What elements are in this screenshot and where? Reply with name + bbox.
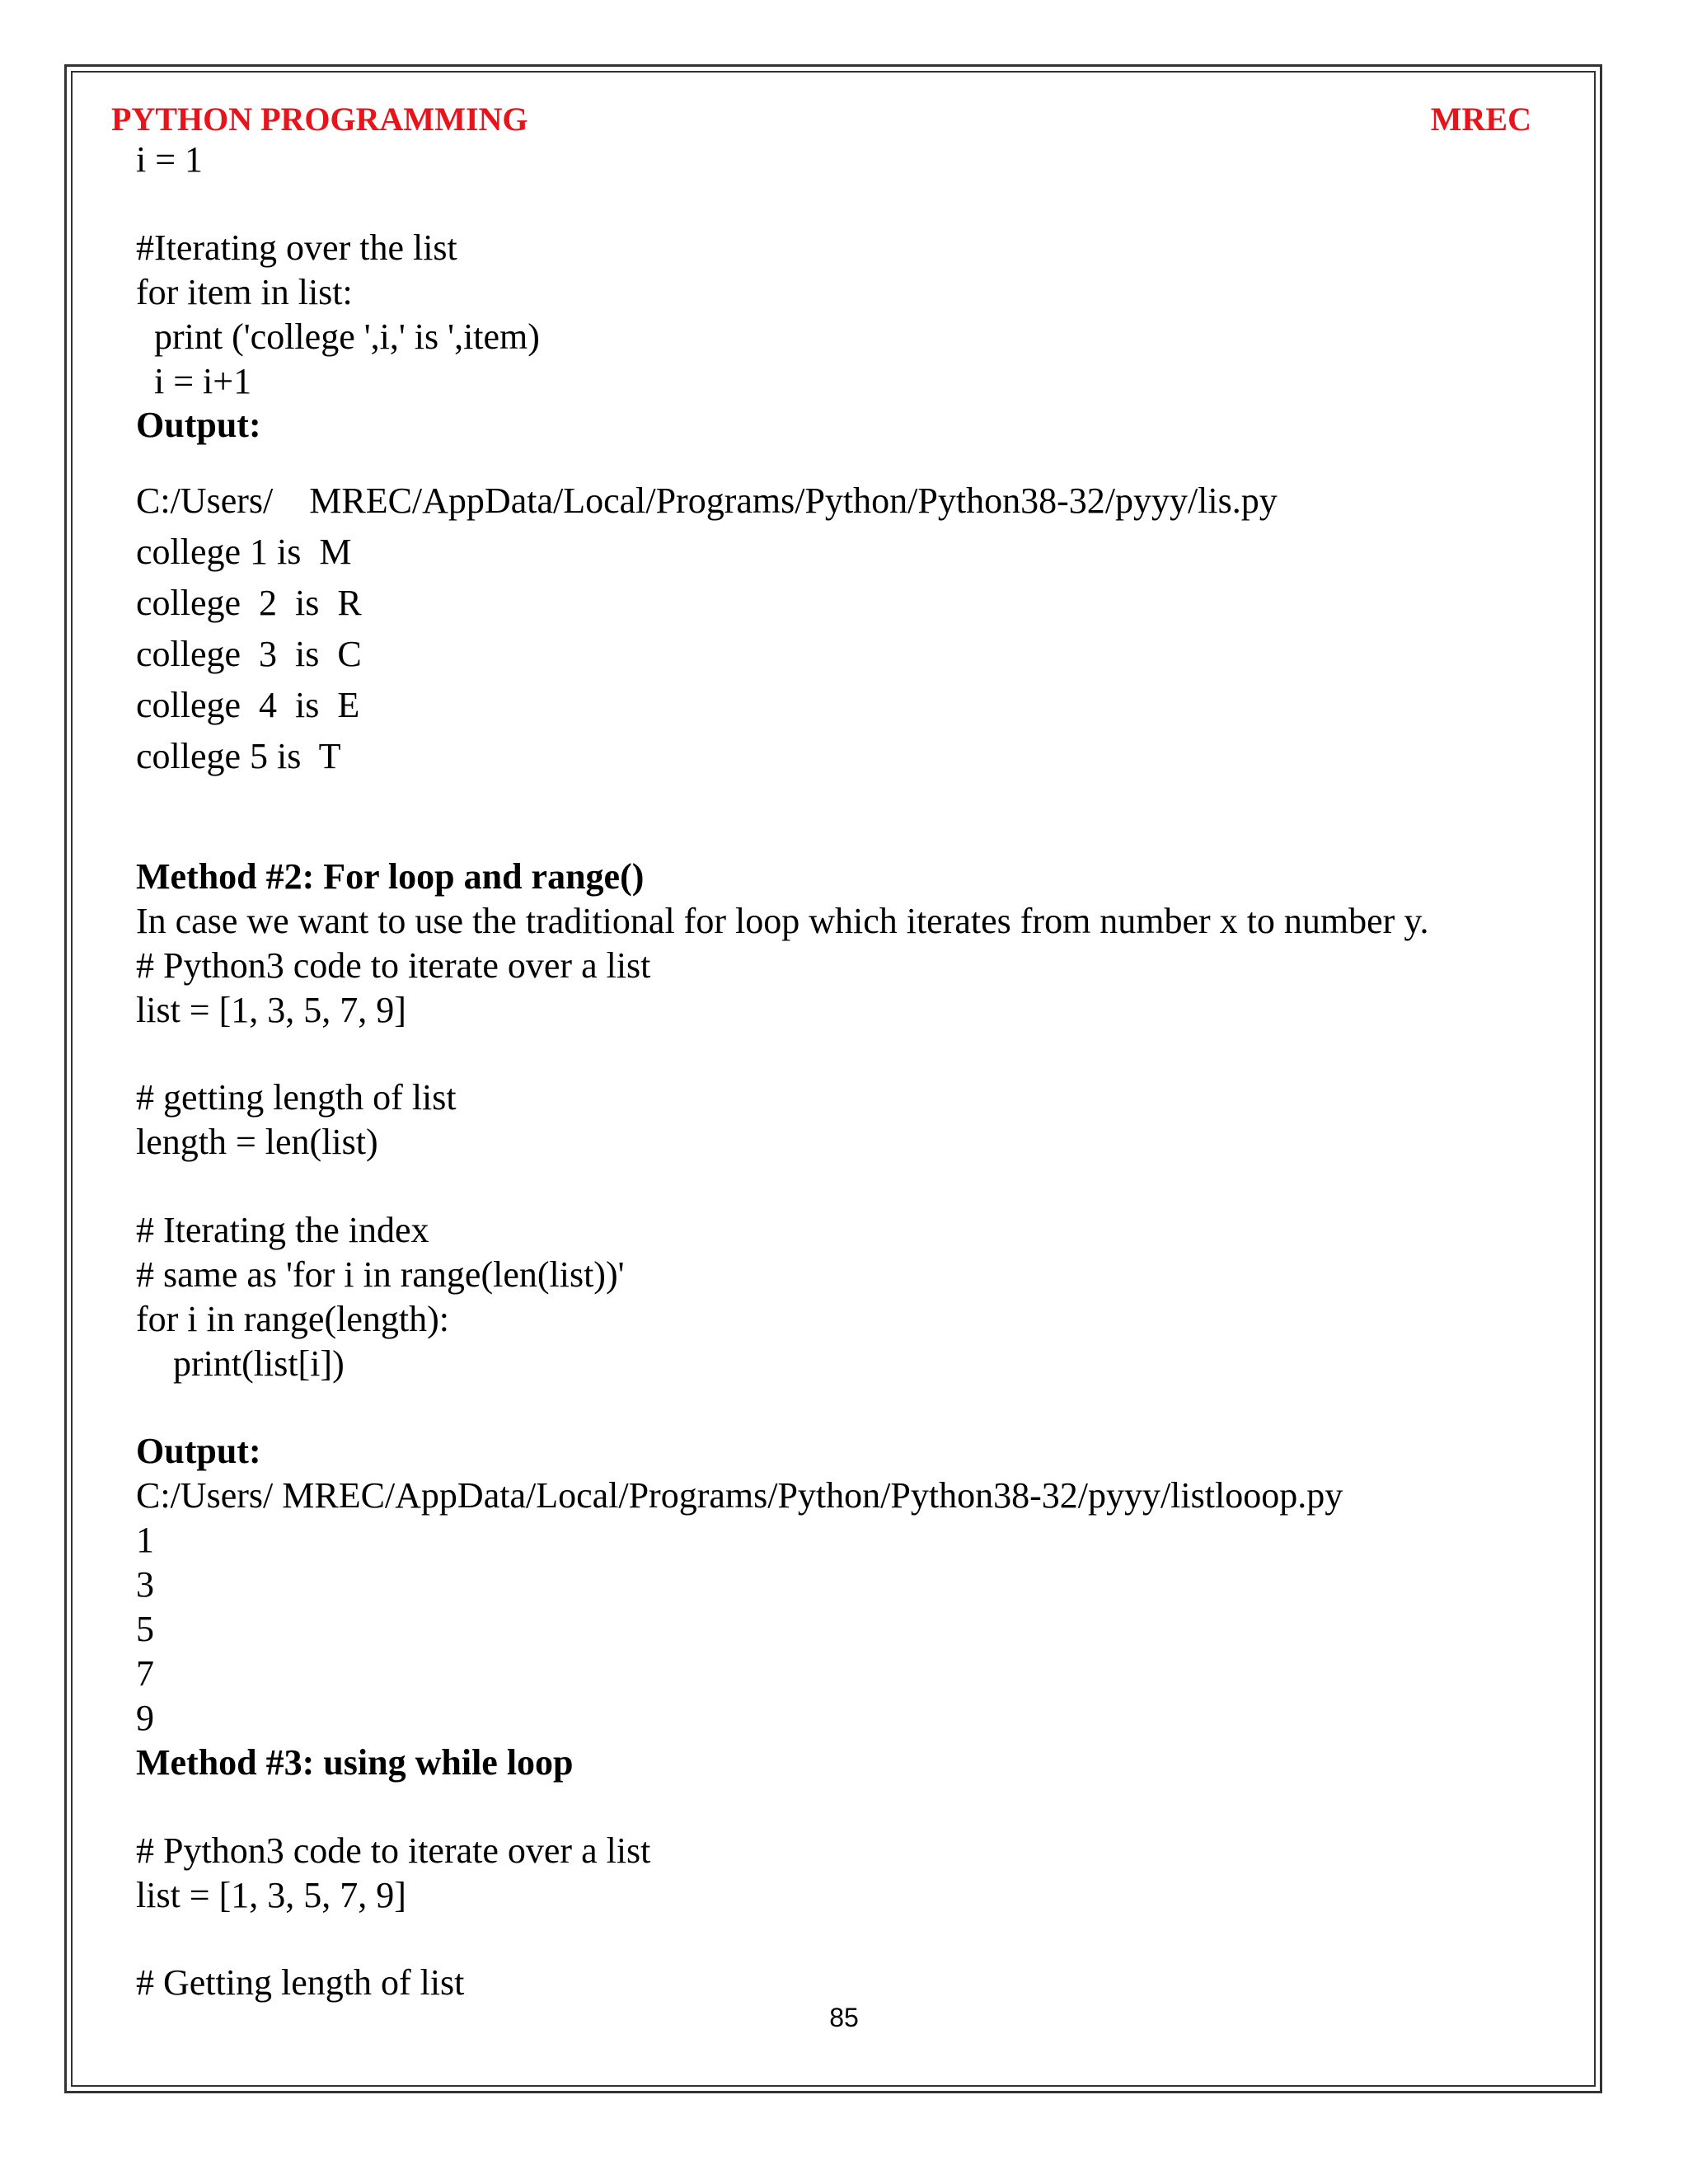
section-heading: Method #2: For loop and range() bbox=[136, 856, 645, 897]
output-heading: Output: bbox=[136, 1431, 261, 1471]
code-comment: # Python3 code to iterate over a list bbox=[136, 945, 651, 986]
code-line: print ('college ',i,' is ',item) bbox=[154, 316, 540, 357]
code-line: list = [1, 3, 5, 7, 9] bbox=[136, 990, 406, 1030]
header-institution: MREC bbox=[1430, 101, 1531, 138]
output-line: college 3 is C bbox=[136, 634, 362, 674]
output-path: C:/Users/ MREC/AppData/Local/Programs/Python/Python38-32/pyyy/listlooop.py bbox=[136, 1475, 1343, 1516]
output-value: 9 bbox=[136, 1698, 154, 1738]
output-line: college 1 is M bbox=[136, 532, 352, 572]
code-comment: # same as 'for i in range(len(list))' bbox=[136, 1254, 625, 1295]
header-title: PYTHON PROGRAMMING bbox=[111, 101, 528, 138]
code-line: i = 1 bbox=[136, 139, 204, 180]
output-value: 7 bbox=[136, 1653, 154, 1694]
output-line: college 4 is E bbox=[136, 685, 360, 725]
output-heading: Output: bbox=[136, 405, 261, 445]
code-line: list = [1, 3, 5, 7, 9] bbox=[136, 1875, 406, 1915]
code-comment: # Getting length of list bbox=[136, 1962, 465, 2003]
section-description: In case we want to use the traditional for loop which iterates from number x to number y. bbox=[136, 901, 1429, 941]
code-line: print(list[i]) bbox=[173, 1343, 345, 1384]
code-comment: # Python3 code to iterate over a list bbox=[136, 1830, 651, 1871]
page-number: 85 bbox=[829, 2003, 859, 2032]
code-line: length = len(list) bbox=[136, 1122, 378, 1162]
section-heading: Method #3: using while loop bbox=[136, 1742, 574, 1783]
code-line: i = i+1 bbox=[154, 361, 252, 401]
output-value: 3 bbox=[136, 1564, 154, 1605]
output-value: 5 bbox=[136, 1609, 154, 1649]
output-value: 1 bbox=[136, 1520, 154, 1560]
code-comment: # getting length of list bbox=[136, 1077, 457, 1118]
code-line: for i in range(length): bbox=[136, 1299, 449, 1339]
output-line: college 2 is R bbox=[136, 583, 362, 623]
code-comment: #Iterating over the list bbox=[136, 227, 457, 268]
output-path: C:/Users/ MREC/AppData/Local/Programs/Python/Python38-32/pyyy/lis.py bbox=[136, 480, 1278, 521]
output-line: college 5 is T bbox=[136, 736, 341, 776]
code-line: for item in list: bbox=[136, 272, 353, 312]
code-comment: # Iterating the index bbox=[136, 1210, 429, 1250]
